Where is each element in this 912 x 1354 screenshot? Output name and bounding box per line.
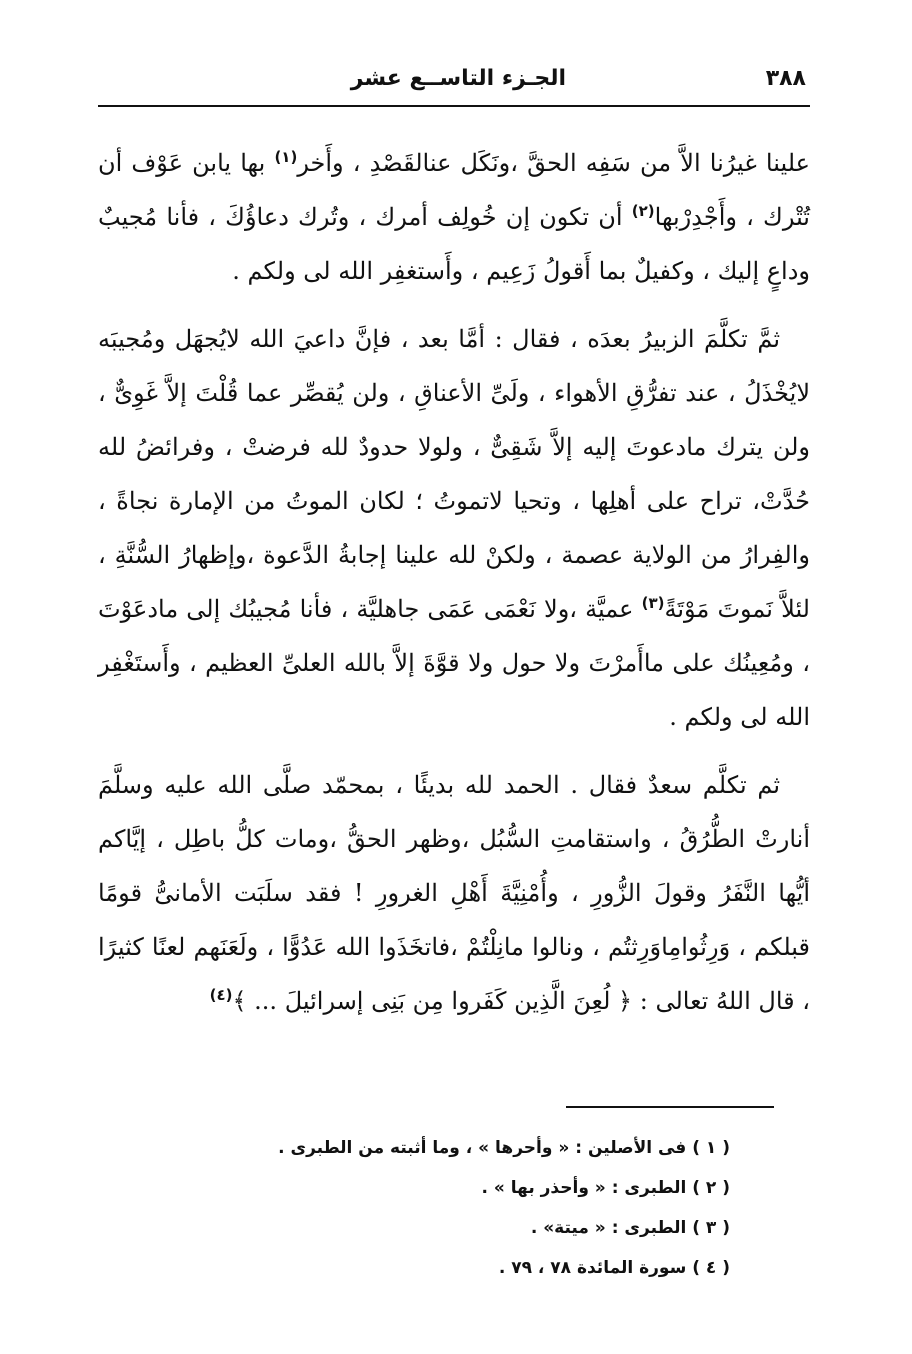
page-number: ٣٨٨ <box>765 66 806 91</box>
footnote-1: ( ١ ) فى الأصلين : « وأحرها » ، وما أثبته من الطبرى . <box>278 1138 730 1158</box>
text-run: ثم تكلَّم سعدٌ فقال . الحمد لله بديئًا ، بمحمّد صلَّى الله عليه وسلَّمَ أنارتْ الطُّرُقُ ، واستقامتِ السُّبُل ،وظهر الحقُّ ،ومات كلُّ باطِل ، إيَّاكم أيُّها النَّفَرُ وقولَ الزُّورِ ، وأُمْنِيَّةَ أَهْلِ الغرورِ ! فقد سلَبَت الأمانىُّ قومًا قبلكم ، وَرِثُوامِاوَرِثتُم ، ونالوا مانِلْتُمْ ،فاتخَذَوا الله عَدُوًّا ، ولَعَنَهم لعنًا كثيرًا ، قال اللهُ تعالى : ﴿ لُعِنَ الَّذِين كَفَروا مِن بَنِى إسرائيلَ ... ﴾ <box>98 771 810 1015</box>
text-run: عميَّة ،ولا نَعْمَى عَمَى جاهليَّة ، فأنا مُجيبُك إلى مادعَوْتَ ، ومُعِينُك على ماأَمرْتَ ولا حول ولا قوَّةَ إلاَّ بالله العلىِّ العظيم ، وأَستَغْفِر الله لى ولكم . <box>98 595 810 731</box>
footnote-ref-2: (٢) <box>631 202 655 220</box>
footnote-3: ( ٣ ) الطبرى : « ميتة» . <box>530 1218 730 1238</box>
paragraph-1 <box>98 136 810 298</box>
running-title: الجـزء التاســع عشر <box>350 66 566 91</box>
main-text <box>98 136 810 1042</box>
text-run: علينا غيرُنا الاَّ من سَفِه الحقَّ ،ونَكَل عنالقَصْدِ ، وأَخر <box>297 149 810 177</box>
header-rule <box>98 105 810 107</box>
footnotes <box>200 1128 730 1288</box>
footnote-ref-1: (١) <box>274 148 298 166</box>
footnote-ref-4: (٤) <box>209 986 233 1004</box>
footnote-4: ( ٤ ) سورة المائدة ٧٨ ، ٧٩ . <box>498 1258 730 1278</box>
paragraph-3 <box>98 758 810 1028</box>
text-run: بها يابن عَوْف أن تُتْرك ، وأَجْدِرْبها <box>98 149 810 231</box>
paragraph-2 <box>98 312 810 744</box>
text-run: أن تكون إن خُولِف أمرك ، وتُرك دعاؤُكَ ، فأنا مُجيبٌ وداعٍ إليك ، وكفيلٌ بما أَقولُ زَعِيم ، وأَستغفِر الله لى ولكم . <box>98 203 810 285</box>
footnote-rule <box>566 1106 774 1108</box>
footnote-2: ( ٢ ) الطبرى : « وأحذر بها » . <box>481 1178 730 1198</box>
text-run: ثمَّ تكلَّمَ الزبيرُ بعدَه ، فقال : أمَّا بعد ، فإنَّ داعيَ الله لايُجهَل ومُجيبَه لايُخْذَلُ ، عند تفرُّقِ الأهواء ، ولَىِّ الأعناقِ ، ولن يُقصِّر عما قُلْتَ إلاَّ غَوِىٌّ ، ولن يترك مادعوتَ إليه إلاَّ شَقِىٌّ ، ولولا حدودٌ لله فرضتْ ، وفرائضُ لله حُدَّتْ، تراح على أهلِها ، وتحيا لاتموتُ ؛ لكان الموتُ من الإمارة نجاةً ، والفِرارُ من الولاية عصمة ، ولكنْ لله علينا إجابةُ الدَّعوة ،وإظهارُ السُّنَّةِ ، لئلاَّ نَموتَ مَوْتَةً <box>98 325 811 623</box>
footnote-ref-3: (٣) <box>641 594 665 612</box>
page-header <box>100 66 806 102</box>
